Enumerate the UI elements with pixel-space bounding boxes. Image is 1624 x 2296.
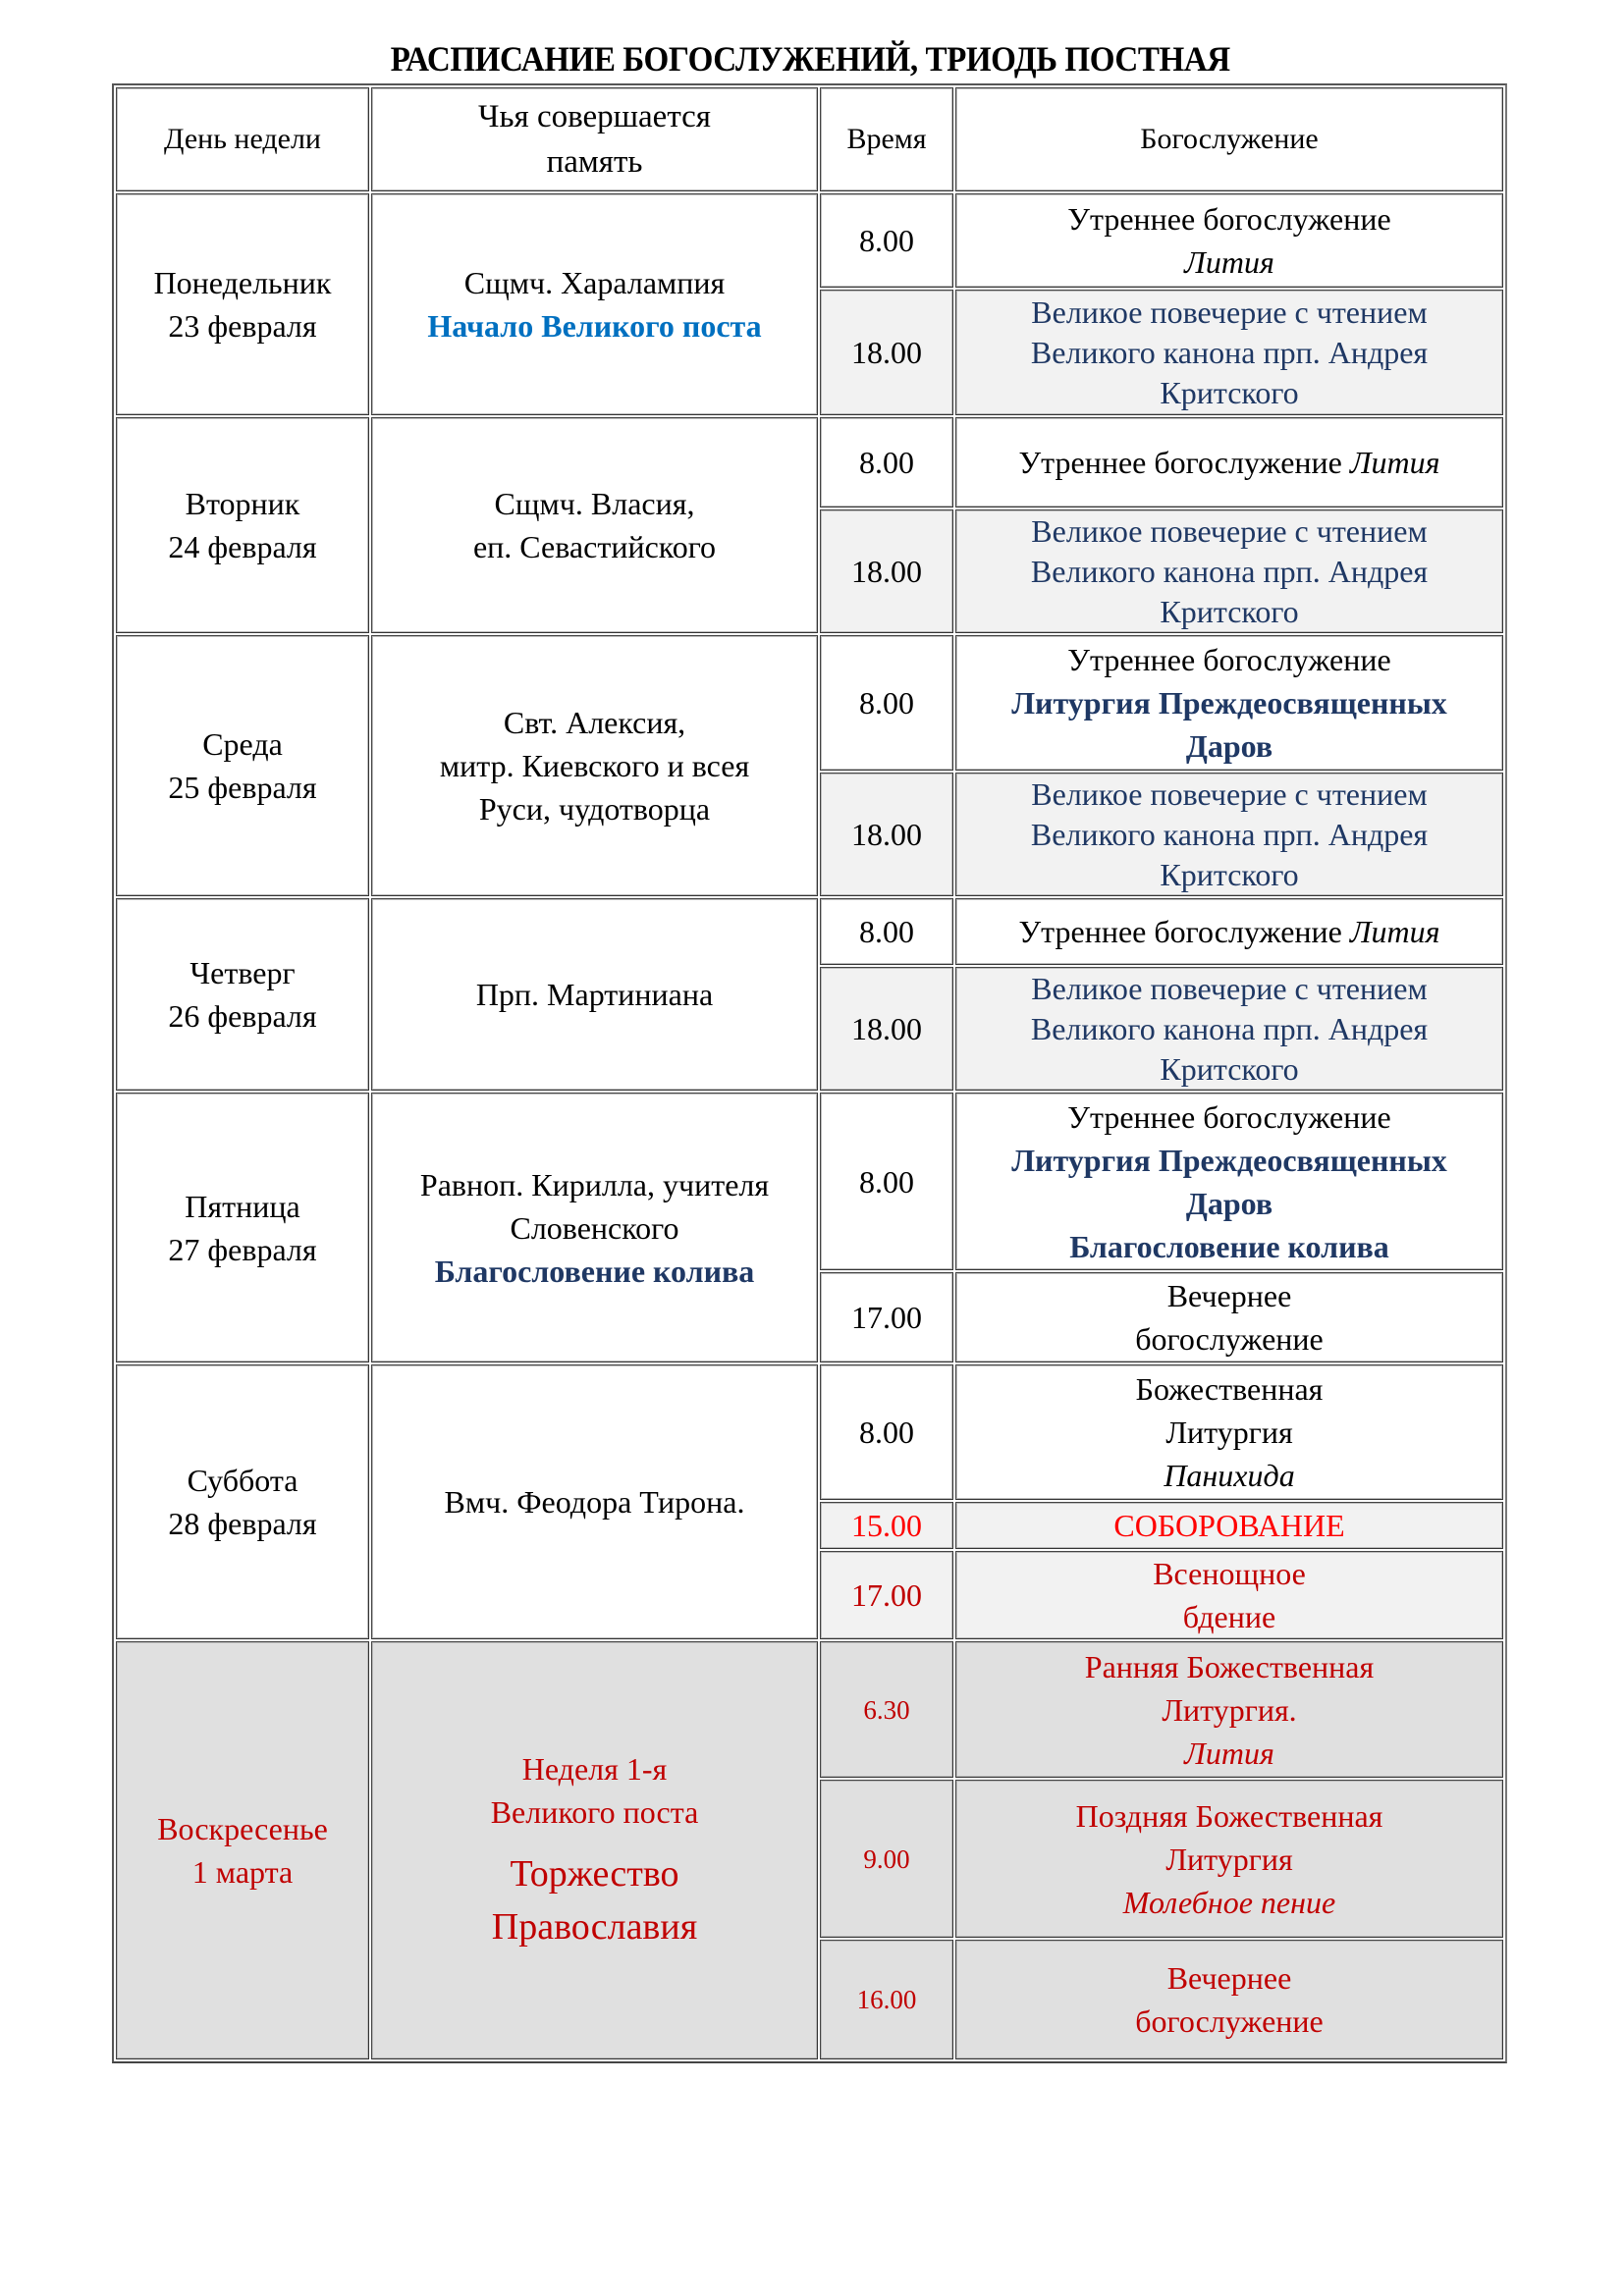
service-cell [955, 635, 1503, 771]
service-line: Вечернее [1166, 1960, 1292, 1996]
service-line: Критского [1160, 374, 1299, 410]
table-row [116, 1093, 1503, 1270]
service-line: Литургия [1165, 1841, 1293, 1877]
service-time: 18.00 [820, 967, 953, 1091]
service-line: Лития [1184, 1735, 1274, 1771]
service-cell [955, 1093, 1503, 1270]
service-time: 16.00 [820, 1940, 953, 2059]
service-line: Утреннее богослужение [1067, 201, 1391, 237]
day-cell [116, 1641, 369, 2059]
day-name: Среда [202, 726, 283, 762]
service-line: Великое повечерие с чтением [1031, 512, 1428, 549]
service-line: Утреннее богослужение [1067, 1098, 1391, 1135]
service-time: 8.00 [820, 1093, 953, 1270]
memory-line: Неделя 1-я [521, 1751, 668, 1787]
service-line: Великое повечерие с чтением [1031, 294, 1428, 330]
service-line: Лития [1184, 244, 1274, 280]
memory-note: Православия [491, 1906, 698, 1948]
service-time: 8.00 [820, 417, 953, 507]
service-line: Утреннее богослужение [1018, 914, 1342, 949]
service-line: Лития [1349, 914, 1440, 949]
day-cell [116, 1093, 369, 1362]
service-cell [955, 967, 1503, 1091]
service-line: Поздняя Божественная [1075, 1797, 1383, 1834]
memory-line: Вмч. Феодора Тирона. [444, 1484, 745, 1520]
service-time: 8.00 [820, 635, 953, 771]
service-line: Великого канона прп. Андрея [1030, 553, 1429, 589]
service-line: СОБОРОВАНИЕ [1113, 1508, 1345, 1543]
memory-note: Благословение колива [434, 1253, 755, 1289]
service-time: 17.00 [820, 1551, 953, 1639]
service-line: Великое повечерие с чтением [1031, 970, 1428, 1006]
service-line: Великое повечерие с чтением [1031, 775, 1428, 812]
service-line: Великого канона прп. Андрея [1030, 334, 1429, 370]
day-name: Четверг [189, 955, 296, 990]
memory-cell [371, 193, 818, 415]
service-line: Критского [1160, 1050, 1299, 1087]
header-service: Богослужение [955, 87, 1503, 191]
memory-line: Великого поста [490, 1794, 699, 1830]
memory-line: Сщмч. Власия, [494, 486, 695, 521]
service-cell [955, 773, 1503, 896]
service-line: Литургия Преждеосвященных [1011, 1142, 1447, 1178]
service-line: богослужение [1135, 1321, 1324, 1357]
service-cell [955, 1940, 1503, 2059]
service-line: Ранняя Божественная [1084, 1648, 1375, 1684]
service-cell [955, 1364, 1503, 1500]
memory-line: Руси, чудотворца [478, 791, 711, 827]
header-memory-line1: Чья совершается [478, 99, 711, 134]
table-row [116, 635, 1503, 771]
header-day: День недели [116, 87, 369, 191]
service-line: бдение [1182, 1599, 1276, 1634]
memory-cell [371, 417, 818, 633]
service-time: 8.00 [820, 898, 953, 965]
table-row [116, 193, 1503, 288]
day-name: Пятница [185, 1188, 300, 1224]
memory-line: Равноп. Кирилла, учителя [419, 1166, 770, 1202]
service-time: 17.00 [820, 1272, 953, 1362]
service-cell [955, 193, 1503, 288]
service-cell [955, 509, 1503, 633]
service-time: 8.00 [820, 193, 953, 288]
day-date: 24 февраля [168, 529, 317, 564]
table-row [116, 1364, 1503, 1500]
day-cell [116, 635, 369, 896]
service-line: Критского [1160, 593, 1299, 629]
memory-cell [371, 1364, 818, 1639]
service-time: 8.00 [820, 1364, 953, 1500]
memory-line: Свт. Алексия, [503, 705, 686, 740]
header-time: Время [820, 87, 953, 191]
service-line: Благословение колива [1069, 1228, 1389, 1264]
service-cell [955, 1780, 1503, 1938]
memory-note: Торжество [510, 1853, 679, 1895]
memory-cell [371, 1093, 818, 1362]
service-line: Молебное пение [1122, 1884, 1336, 1920]
day-date: 1 марта [191, 1854, 294, 1890]
service-line: Утреннее богослужение [1067, 642, 1391, 677]
service-time: 15.00 [820, 1502, 953, 1549]
service-cell [955, 417, 1503, 507]
service-line: Вечернее [1166, 1278, 1292, 1313]
header-row [116, 87, 1503, 191]
service-line: Божественная [1135, 1371, 1324, 1407]
memory-line: митр. Киевского и всея [439, 748, 750, 783]
day-cell [116, 417, 369, 633]
day-date: 28 февраля [168, 1506, 317, 1541]
table-row [116, 417, 1503, 507]
day-name: Вторник [185, 486, 300, 521]
memory-line: Прп. Мартиниана [475, 977, 714, 1012]
service-cell [955, 1641, 1503, 1778]
service-line: Даров [1185, 1185, 1273, 1221]
service-line: Великого канона прп. Андрея [1030, 816, 1429, 852]
memory-cell [371, 898, 818, 1091]
day-name: Суббота [187, 1463, 298, 1498]
day-cell [116, 1364, 369, 1639]
header-memory-line2: память [546, 144, 643, 180]
service-time: 18.00 [820, 290, 953, 415]
service-line: Даров [1185, 728, 1273, 764]
service-line: Всенощное [1153, 1556, 1306, 1591]
table-row [116, 898, 1503, 965]
day-date: 27 февраля [168, 1231, 317, 1267]
schedule-table [112, 83, 1507, 2063]
service-cell [955, 1272, 1503, 1362]
service-cell [955, 1551, 1503, 1639]
service-line: Утреннее богослужение [1018, 445, 1342, 480]
header-memory [371, 87, 818, 191]
service-line: Лития [1349, 445, 1440, 480]
service-line: Литургия [1165, 1415, 1293, 1450]
service-time: 18.00 [820, 773, 953, 896]
service-line: Литургия Преждеосвященных [1011, 685, 1447, 721]
day-date: 25 февраля [168, 770, 317, 805]
service-line: богослужение [1135, 2003, 1324, 2039]
day-date: 26 февраля [168, 998, 317, 1034]
memory-cell [371, 1641, 818, 2059]
service-time: 18.00 [820, 509, 953, 633]
day-name: Понедельник [153, 265, 332, 300]
service-line: Критского [1160, 856, 1299, 892]
memory-line: Словенского [510, 1209, 679, 1246]
service-time: 6.30 [820, 1641, 953, 1778]
memory-note: Начало Великого поста [427, 308, 762, 344]
service-time: 9.00 [820, 1780, 953, 1938]
page-title: РАСПИСАНИЕ БОГОСЛУЖЕНИЙ, ТРИОДЬ ПОСТНАЯ [390, 39, 1230, 79]
service-cell [955, 1502, 1503, 1549]
memory-cell [371, 635, 818, 896]
memory-line: Сщмч. Харалампия [463, 265, 726, 300]
day-date: 23 февраля [168, 308, 317, 344]
service-line: Панихида [1164, 1458, 1295, 1493]
day-cell [116, 193, 369, 415]
memory-line: еп. Севастийского [472, 529, 717, 564]
service-cell [955, 898, 1503, 965]
service-cell [955, 290, 1503, 415]
day-cell [116, 898, 369, 1091]
service-line: Великого канона прп. Андрея [1030, 1010, 1429, 1046]
day-name: Воскресенье [157, 1811, 328, 1846]
service-line: Литургия. [1162, 1691, 1297, 1728]
table-row [116, 1641, 1503, 1778]
